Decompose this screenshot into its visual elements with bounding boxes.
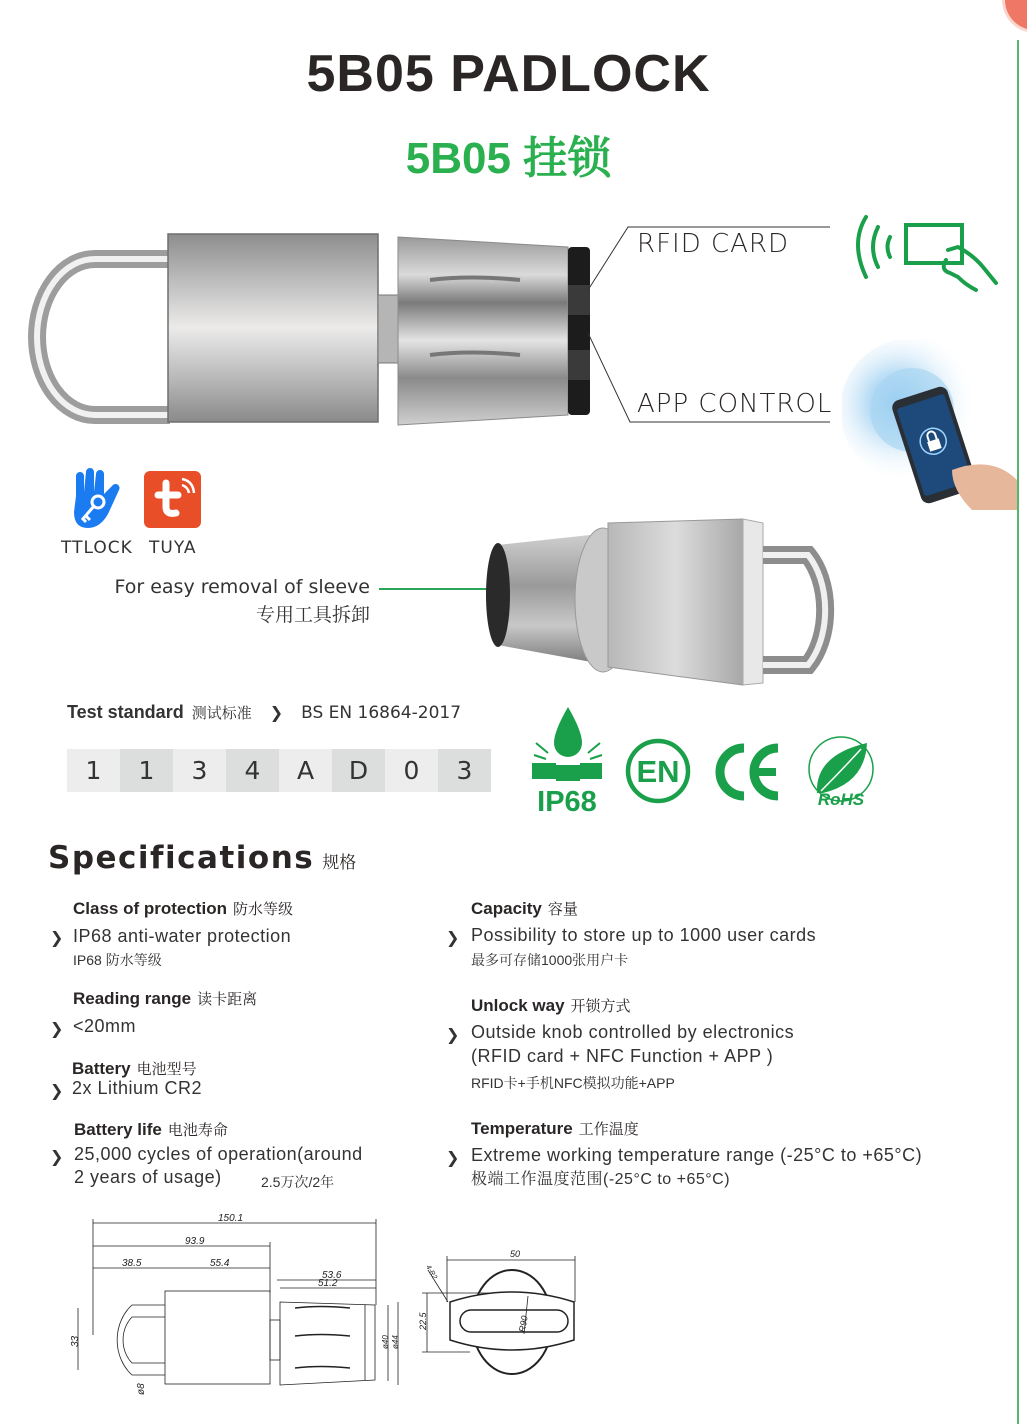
sleeve-removal-text: For easy removal of sleeve <box>114 576 370 598</box>
ip68-waterproof-icon <box>530 705 605 815</box>
chevron-right-icon: ❯ <box>446 1027 460 1044</box>
spec-label: Battery <box>72 1059 131 1078</box>
test-standard-label: Test standard <box>67 702 184 722</box>
app-logo-ttlock <box>68 468 124 530</box>
rohs-leaf-icon <box>805 735 877 810</box>
dim-knob-inner: 51.2 <box>318 1278 338 1289</box>
spec-label: Temperature <box>471 1119 573 1138</box>
dim-knob-dia-1: ø40 <box>381 1335 390 1349</box>
dim-end-chamfer: 4-R2 <box>424 1264 438 1281</box>
chevron-right-icon: ❯ <box>269 704 284 722</box>
spec-label-cn: 读卡距离 <box>197 991 258 1008</box>
spec-capacity-value-cn: 最多可存储1000张用户卡 <box>471 952 629 968</box>
spec-label-cn: 电池寿命 <box>167 1122 228 1139</box>
code-cell: D <box>332 749 385 792</box>
padlock-exploded-image <box>20 225 600 435</box>
dim-end-radius: R90 <box>517 1314 530 1333</box>
dim-end-height: 22.5 <box>418 1312 428 1330</box>
dim-knob-outer: 53.6 <box>322 1270 342 1281</box>
dim-shackle-dia: ø8 <box>136 1383 147 1395</box>
page-title: 5B05 PADLOCK <box>306 45 711 103</box>
app-control-label: APP CONTROL <box>637 389 833 419</box>
chevron-right-icon: ❯ <box>50 1083 64 1100</box>
spec-label: Capacity <box>471 899 542 918</box>
page-edge-line <box>1017 40 1019 1424</box>
spec-battery-life-value-2: 2 years of usage) <box>74 1167 222 1187</box>
specifications-heading <box>48 840 356 876</box>
chevron-right-icon: ❯ <box>446 1150 460 1167</box>
ce-mark-icon <box>714 742 784 802</box>
dim-end-width: 50 <box>510 1249 521 1259</box>
sleeve-removal-text-cn: 专用工具拆卸 <box>255 605 370 626</box>
spec-battery-heading <box>72 1058 197 1079</box>
rfid-card-tap-icon <box>848 205 1003 300</box>
code-cell: 1 <box>120 749 173 792</box>
svg-text:RoHS: RoHS <box>817 790 865 809</box>
code-cell: 4 <box>226 749 279 792</box>
dim-shackle: 38.5 <box>122 1258 142 1269</box>
padlock-assembled-image <box>478 515 883 695</box>
chevron-right-icon: ❯ <box>50 930 64 947</box>
spec-temperature-value-cn: 极端工作温度范围(-25°C to +65°C) <box>471 1171 731 1188</box>
chevron-right-icon: ❯ <box>446 930 460 947</box>
spec-temperature-value: Extreme working temperature range (-25°C to +65°C) <box>471 1145 923 1165</box>
spec-temperature-heading <box>471 1118 639 1139</box>
classification-code-strip <box>67 749 491 792</box>
phone-nfc-unlock-icon <box>842 340 1017 510</box>
test-standard-value: BS EN 16864-2017 <box>301 702 462 723</box>
technical-drawing-end <box>400 1230 600 1400</box>
dim-height: 33 <box>70 1335 81 1347</box>
technical-drawing-side <box>60 1205 410 1405</box>
spec-battery-life-heading <box>74 1119 228 1140</box>
page-corner-badge <box>1005 0 1027 30</box>
spec-label: Reading range <box>73 989 192 1008</box>
spec-capacity-heading <box>471 898 578 919</box>
rfid-card-label: RFID CARD <box>637 229 789 259</box>
en-cert-icon <box>624 737 692 805</box>
code-cell: 3 <box>173 749 226 792</box>
svg-text:EN: EN <box>636 754 680 789</box>
spec-unlock-heading <box>471 995 631 1016</box>
code-cell: 1 <box>67 749 120 792</box>
specifications-title: Specifications <box>48 840 315 876</box>
spec-battery-life-value: 25,000 cycles of operation(around <box>74 1144 363 1164</box>
app-label-tuya: TUYA <box>149 538 197 558</box>
specifications-title-cn: 规格 <box>322 853 357 872</box>
spec-battery-value: 2x Lithium CR2 <box>72 1078 203 1098</box>
spec-label-cn: 开锁方式 <box>570 998 631 1015</box>
app-label-ttlock: TTLOCK <box>61 538 133 558</box>
page-subtitle-cn: 5B05 挂锁 <box>405 134 612 183</box>
spec-reading-value: <20mm <box>73 1016 137 1036</box>
chevron-right-icon: ❯ <box>50 1149 64 1166</box>
spec-label: Unlock way <box>471 996 565 1015</box>
spec-reading-heading <box>73 988 257 1009</box>
test-standard-label-cn: 测试标准 <box>191 705 252 722</box>
spec-label-cn: 工作温度 <box>578 1121 639 1138</box>
spec-protection-heading <box>73 898 293 919</box>
spec-label: Class of protection <box>73 899 227 918</box>
dim-body-shackle: 93.9 <box>185 1236 205 1247</box>
spec-protection-value: IP68 anti-water protection <box>73 926 292 946</box>
spec-capacity-value: Possibility to store up to 1000 user cards <box>471 925 817 945</box>
test-standard-row <box>67 702 461 723</box>
dim-total: 150.1 <box>218 1213 244 1224</box>
spec-unlock-value: Outside knob controlled by electronics <box>471 1022 795 1042</box>
chevron-right-icon: ❯ <box>50 1021 64 1038</box>
spec-battery-life-value-cn: 2.5万次/2年 <box>261 1174 335 1190</box>
spec-label: Battery life <box>74 1120 162 1139</box>
spec-protection-value-cn: IP68 防水等级 <box>73 952 162 968</box>
spec-label-cn: 电池型号 <box>136 1061 197 1078</box>
app-logo-tuya <box>144 471 201 528</box>
spec-label-cn: 防水等级 <box>232 901 293 918</box>
spec-unlock-value-cn: RFID卡+手机NFC模拟功能+APP <box>471 1075 675 1091</box>
dim-body: 55.4 <box>210 1258 230 1269</box>
spec-unlock-value-2: (RFID card + NFC Function + APP ) <box>471 1046 774 1066</box>
spec-label-cn: 容量 <box>547 901 578 918</box>
dim-knob-dia-2: ø44 <box>391 1335 400 1349</box>
svg-text:IP68: IP68 <box>537 786 597 815</box>
code-cell: 0 <box>385 749 438 792</box>
code-cell: 3 <box>438 749 491 792</box>
code-cell: A <box>279 749 332 792</box>
